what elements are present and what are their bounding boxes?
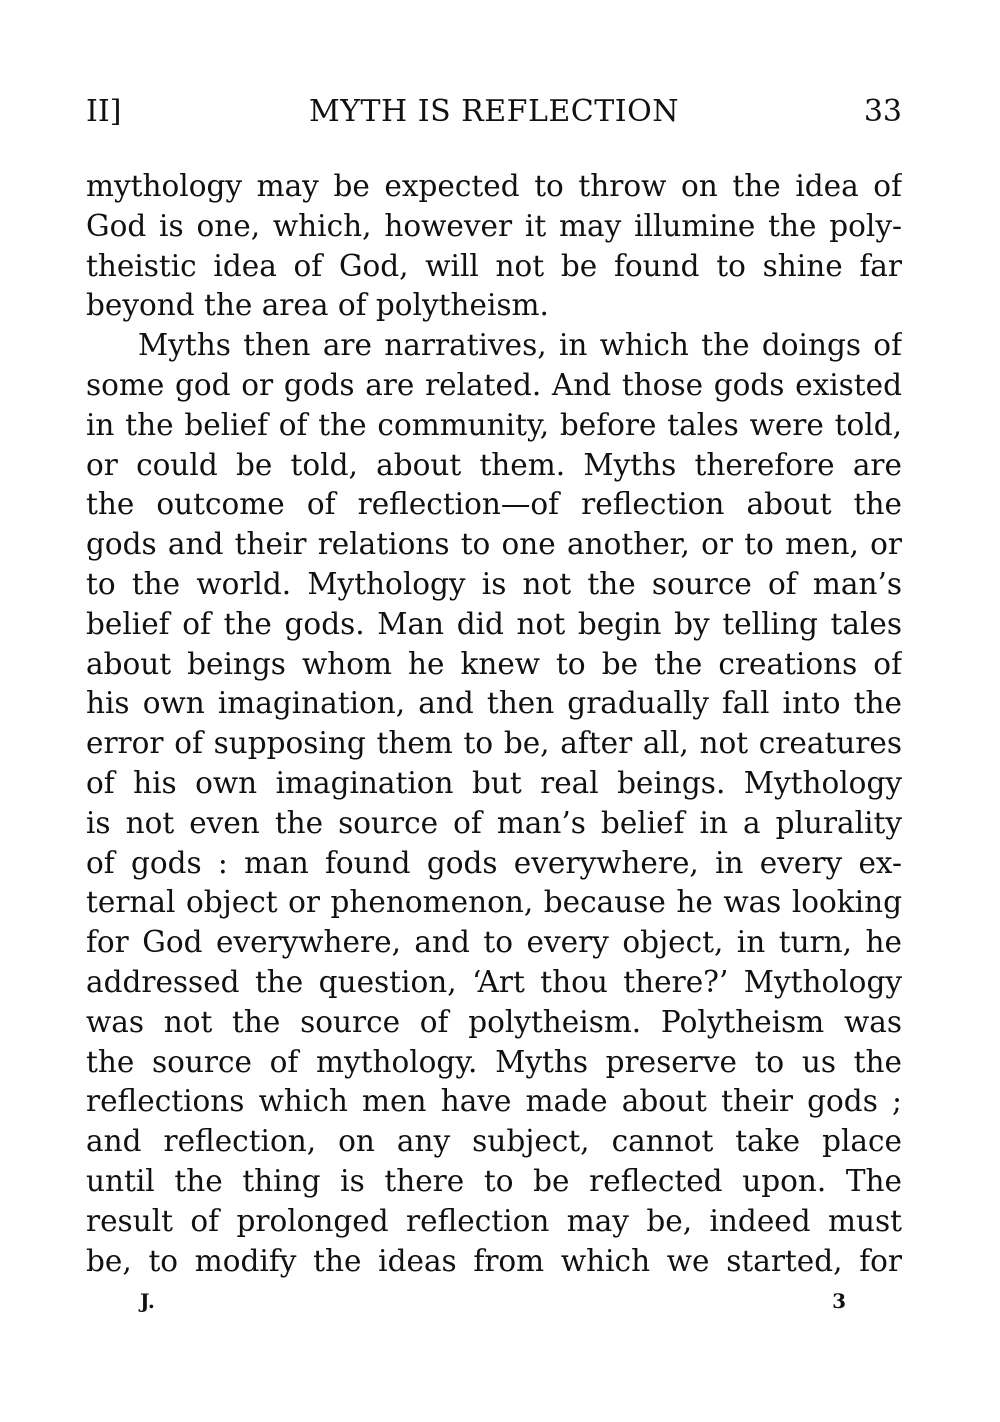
text-line: be, to modify the ideas from which we started, for	[86, 1243, 902, 1278]
text-line: mythology may be expected to throw on the idea of	[86, 169, 902, 203]
text-line: ternal object or phenomenon, because he was looking	[86, 885, 902, 920]
text-line: is not even the source of man’s belief in a plurality	[86, 805, 902, 840]
text-line: for God everywhere, and to every object, in turn, he	[86, 925, 902, 960]
text-line: beyond the area of polytheism.	[86, 288, 549, 323]
chapter-number: II]	[86, 94, 122, 129]
text-line: belief of the gods. Man did not begin by telling tales	[86, 606, 902, 641]
text-line: and reflection, on any subject, cannot take place	[86, 1124, 902, 1159]
text-line: addressed the question, ‘Art thou there?’ Mythology	[86, 964, 902, 999]
text-line: reflections which men have made about their gods ;	[86, 1084, 902, 1119]
signature-number: 3	[832, 1289, 846, 1313]
text-line: his own imagination, and then gradually fall into the	[86, 686, 902, 721]
paragraph-2	[86, 326, 902, 1281]
text-line: some god or gods are related. And those gods existed	[86, 367, 902, 402]
text-line: in the belief of the community, before tales were told,	[86, 407, 902, 442]
text-line: of gods : man found gods everywhere, in every ex-	[86, 845, 902, 880]
running-head	[86, 92, 902, 132]
page-footer	[140, 1286, 846, 1316]
text-line: was not the source of polytheism. Polytheism was	[86, 1004, 902, 1039]
text-line: the source of mythology. Myths preserve to us the	[86, 1044, 902, 1079]
text-line: gods and their relations to one another, or to men, or	[86, 527, 902, 562]
text-line: theistic idea of God, will not be found to shine far	[86, 248, 902, 283]
text-line: result of prolonged reflection may be, indeed must	[86, 1203, 902, 1238]
text-line: God is one, which, however it may illumine the poly-	[86, 208, 902, 243]
text-line: the outcome of reflection—of reflection about the	[86, 487, 902, 522]
paragraph-1	[86, 167, 902, 326]
page-number: 33	[863, 94, 902, 129]
text-line: Myths then are narratives, in which the doings of	[138, 328, 902, 363]
text-line: of his own imagination but real beings. Mythology	[86, 765, 902, 800]
signature-mark: J.	[140, 1289, 155, 1313]
body-text	[86, 167, 902, 1281]
text-line: to the world. Mythology is not the source of man’s	[86, 566, 902, 601]
text-line: or could be told, about them. Myths therefore are	[86, 447, 902, 482]
running-title: MYTH IS REFLECTION	[309, 94, 679, 129]
text-line: until the thing is there to be reflected upon. The	[86, 1163, 902, 1198]
text-line: error of supposing them to be, after all, not creatures	[86, 726, 902, 761]
text-line: about beings whom he knew to be the creations of	[86, 646, 902, 681]
